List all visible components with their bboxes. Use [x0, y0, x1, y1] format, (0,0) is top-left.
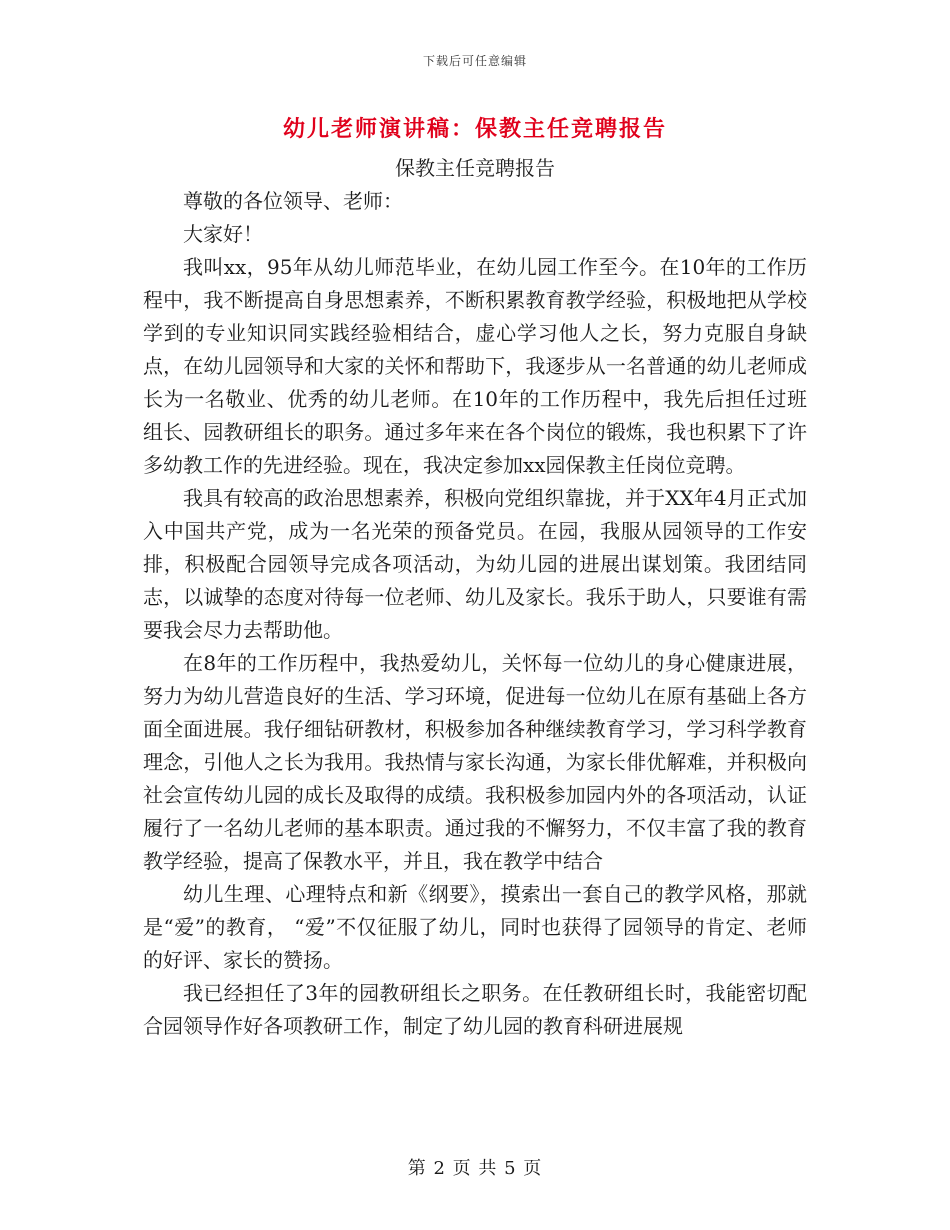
header-note: 下载后可任意编辑 [422, 54, 527, 68]
paragraph: 在8年的工作历程中，我热爱幼儿，关怀每一位幼儿的身心健康进展，努力为幼儿营造良好的生活、学习环境，促进每一位幼儿在原有基础上各方面全面进展。我仔细钻研教材，积极参加各种继续教育学习，学习科学教育理念，引他人之长为我用。我热情与家长沟通，为家长俳优解难，并积极向社会宣传幼儿园的成长及取得的成绩。我积极参加园内外的各项活动，认证履行了一名幼儿老师的基本职责。通过我的不懈努力，不仅丰富了我的教育教学经验，提高了保教水平，并且，我在教学中结合 [143, 651, 807, 873]
paragraph: 我具有较高的政治思想素养，积极向党组织靠拢，并于XX年4月正式加入中国共产党，成为一名光荣的预备党员。在园，我服从园领导的工作安排，积极配合园领导完成各项活动，为幼儿园的进展出谋划策。我团结同志，以诚挚的态度对待每一位老师、幼儿及家长。我乐于助人，只要谁有需要我会尽力去帮助他。 [143, 486, 807, 642]
salutation: 尊敬的各位领导、老师： [183, 189, 403, 213]
document-body [143, 152, 807, 1043]
paragraph: 我叫xx，95年从幼儿师范毕业，在幼儿园工作至今。在10年的工作历程中，我不断提高自身思想素养，不断积累教育教学经验，积极地把从学校学到的专业知识同实践经验相结合，虚心学习他人之长，努力克服自身缺点，在幼儿园领导和大家的关怀和帮助下，我逐步从一名普通的幼儿老师成长为一名敬业、优秀的幼儿老师。在10年的工作历程中，我先后担任过班组长、园教研组长的职务。通过多年来在各个岗位的锻炼，我也积累下了许多幼教工作的先进经验。现在，我决定参加xx园保教主任岗位竞聘。 [143, 255, 807, 477]
document-title: 幼儿老师演讲稿：保教主任竞聘报告 [282, 117, 667, 142]
page-footer: 第 2 页 共 5 页 [407, 1158, 543, 1179]
paragraph: 幼儿生理、心理特点和新《纲要》，摸索出一套自己的教学风格，那就是“爱”的教育， “爱”不仅征服了幼儿，同时也获得了园领导的肯定、老师的好评、家长的赞扬。 [143, 882, 807, 972]
greeting: 大家好！ [183, 222, 263, 246]
document-subtitle: 保教主任竞聘报告 [395, 156, 555, 180]
paragraph: 我已经担任了3年的园教研组长之职务。在任教研组长时，我能密切配合园领导作好各项教研工作，制定了幼儿园的教育科研进展规 [143, 981, 807, 1038]
